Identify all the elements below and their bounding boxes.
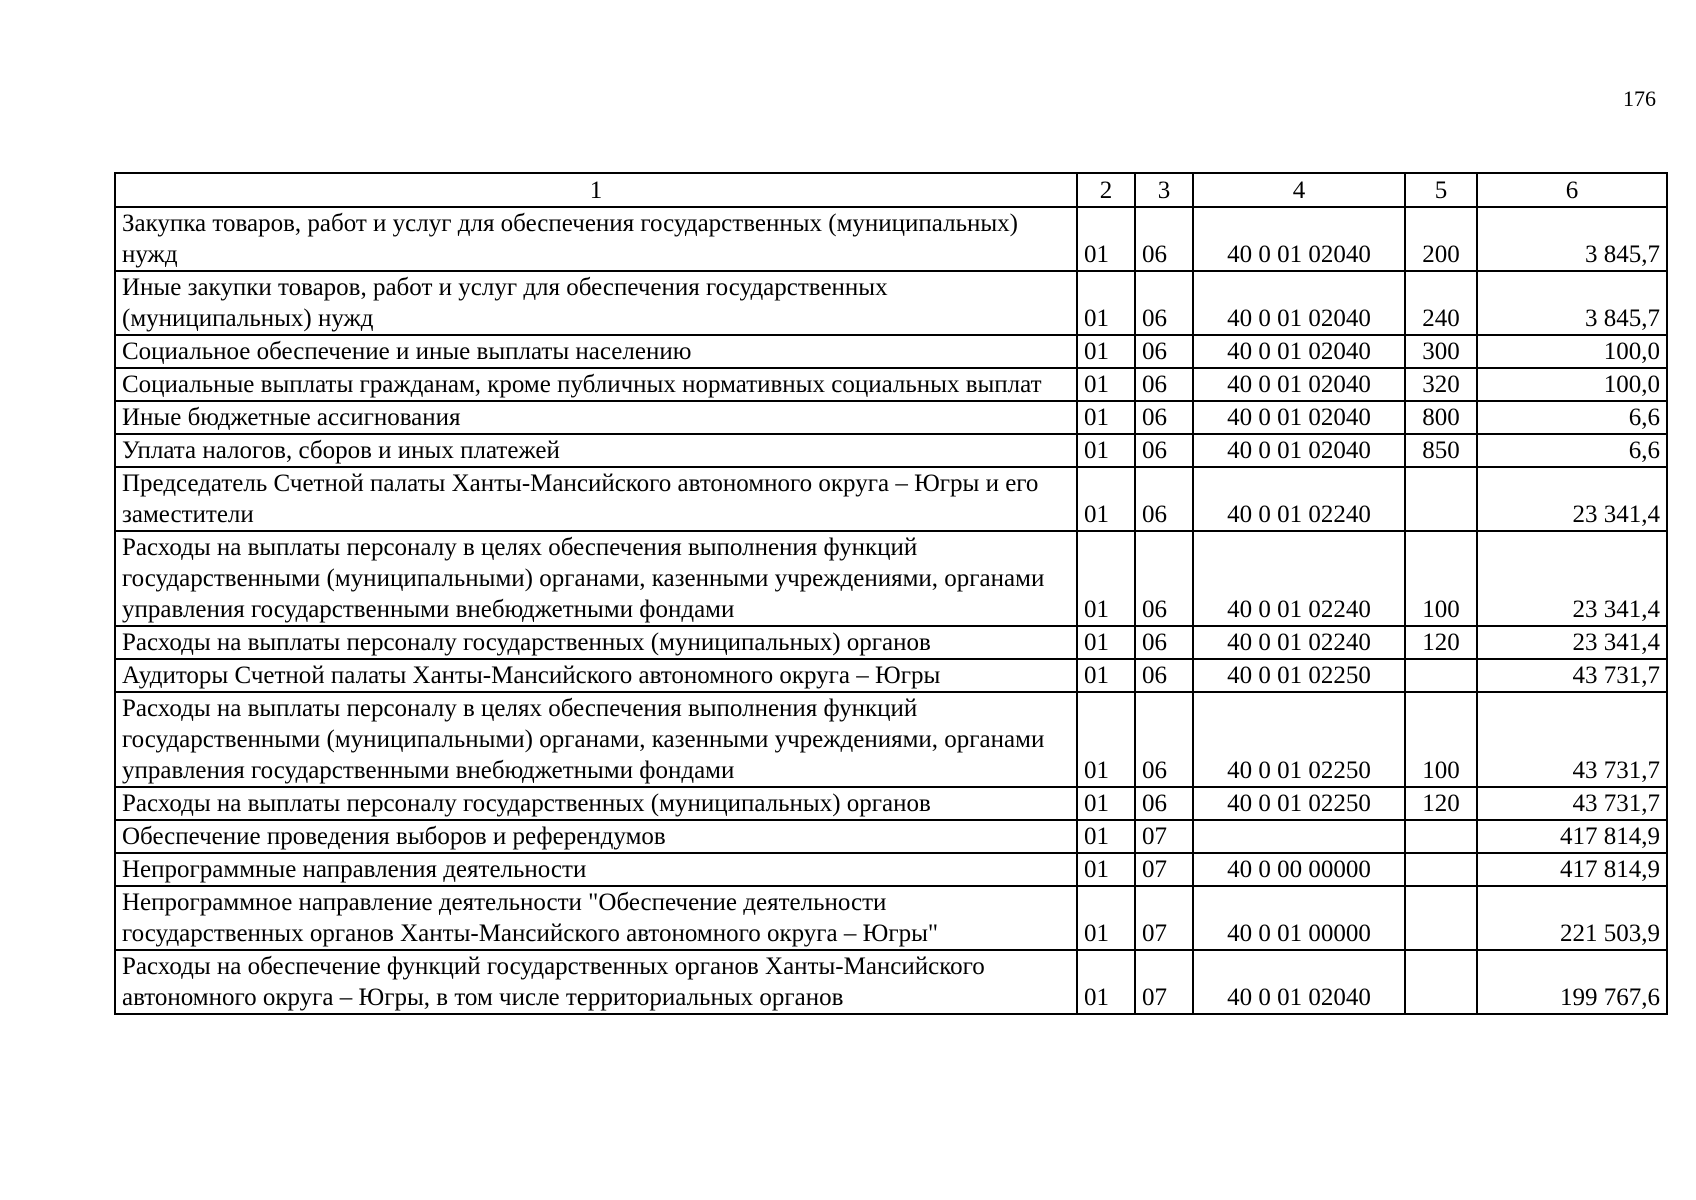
row-section-cell: 01 xyxy=(1077,787,1135,820)
row-section-cell: 01 xyxy=(1077,659,1135,692)
header-cell-2: 2 xyxy=(1077,173,1135,207)
row-expense-type-cell: 800 xyxy=(1405,401,1477,434)
table-row xyxy=(115,335,1667,368)
row-name-cell: Расходы на выплаты персоналу государственных (муниципальных) органов xyxy=(115,626,1077,659)
row-subsection-cell: 06 xyxy=(1135,271,1193,335)
row-amount-cell: 6,6 xyxy=(1477,434,1667,467)
row-name-cell: Закупка товаров, работ и услуг для обеспечения государственных (муниципальных) нужд xyxy=(115,207,1077,271)
row-target-article-cell: 40 0 01 02040 xyxy=(1193,271,1405,335)
row-expense-type-cell xyxy=(1405,820,1477,853)
row-amount-cell: 43 731,7 xyxy=(1477,692,1667,787)
row-amount-cell: 3 845,7 xyxy=(1477,271,1667,335)
row-section-cell: 01 xyxy=(1077,271,1135,335)
row-amount-cell: 100,0 xyxy=(1477,335,1667,368)
row-subsection-cell: 06 xyxy=(1135,787,1193,820)
row-expense-type-cell: 200 xyxy=(1405,207,1477,271)
row-name-cell: Уплата налогов, сборов и иных платежей xyxy=(115,434,1077,467)
header-cell-3: 3 xyxy=(1135,173,1193,207)
row-amount-cell: 43 731,7 xyxy=(1477,659,1667,692)
row-section-cell: 01 xyxy=(1077,692,1135,787)
row-amount-cell: 417 814,9 xyxy=(1477,853,1667,886)
row-name-cell: Расходы на выплаты персоналу в целях обеспечения выполнения функций государственными (муниципальными) органами, казенными учреждениями, органами управления государственными внебюджетными фондами xyxy=(115,692,1077,787)
row-subsection-cell: 06 xyxy=(1135,467,1193,531)
header-cell-1: 1 xyxy=(115,173,1077,207)
table-row xyxy=(115,820,1667,853)
row-name-cell: Председатель Счетной палаты Ханты-Мансийского автономного округа – Югры и его заместители xyxy=(115,467,1077,531)
row-target-article-cell: 40 0 01 02240 xyxy=(1193,467,1405,531)
row-subsection-cell: 06 xyxy=(1135,531,1193,626)
row-name-cell: Иные закупки товаров, работ и услуг для обеспечения государственных (муниципальных) нужд xyxy=(115,271,1077,335)
row-target-article-cell: 40 0 01 02040 xyxy=(1193,434,1405,467)
table-row xyxy=(115,626,1667,659)
header-cell-4: 4 xyxy=(1193,173,1405,207)
row-subsection-cell: 07 xyxy=(1135,853,1193,886)
row-target-article-cell: 40 0 01 02040 xyxy=(1193,335,1405,368)
table-row xyxy=(115,950,1667,1014)
row-subsection-cell: 07 xyxy=(1135,950,1193,1014)
header-cell-6: 6 xyxy=(1477,173,1667,207)
row-name-cell: Непрограммные направления деятельности xyxy=(115,853,1077,886)
row-amount-cell: 221 503,9 xyxy=(1477,886,1667,950)
row-target-article-cell: 40 0 01 02040 xyxy=(1193,207,1405,271)
row-section-cell: 01 xyxy=(1077,335,1135,368)
row-section-cell: 01 xyxy=(1077,531,1135,626)
row-subsection-cell: 06 xyxy=(1135,401,1193,434)
row-target-article-cell: 40 0 01 02040 xyxy=(1193,368,1405,401)
row-amount-cell: 23 341,4 xyxy=(1477,467,1667,531)
row-name-cell: Социальные выплаты гражданам, кроме публичных нормативных социальных выплат xyxy=(115,368,1077,401)
table-row xyxy=(115,271,1667,335)
row-section-cell: 01 xyxy=(1077,401,1135,434)
header-cell-5: 5 xyxy=(1405,173,1477,207)
row-expense-type-cell xyxy=(1405,886,1477,950)
table-row xyxy=(115,531,1667,626)
row-target-article-cell: 40 0 01 02040 xyxy=(1193,950,1405,1014)
row-target-article-cell: 40 0 01 02250 xyxy=(1193,692,1405,787)
row-section-cell: 01 xyxy=(1077,820,1135,853)
row-section-cell: 01 xyxy=(1077,434,1135,467)
table-row xyxy=(115,886,1667,950)
row-name-cell: Иные бюджетные ассигнования xyxy=(115,401,1077,434)
row-name-cell: Расходы на выплаты персоналу государственных (муниципальных) органов xyxy=(115,787,1077,820)
row-expense-type-cell: 300 xyxy=(1405,335,1477,368)
row-amount-cell: 23 341,4 xyxy=(1477,531,1667,626)
row-name-cell: Расходы на выплаты персоналу в целях обеспечения выполнения функций государственными (муниципальными) органами, казенными учреждениями, органами управления государственными внебюджетными фондами xyxy=(115,531,1077,626)
row-name-cell: Аудиторы Счетной палаты Ханты-Мансийского автономного округа – Югры xyxy=(115,659,1077,692)
row-expense-type-cell: 100 xyxy=(1405,692,1477,787)
row-subsection-cell: 06 xyxy=(1135,659,1193,692)
row-target-article-cell: 40 0 01 02250 xyxy=(1193,787,1405,820)
row-name-cell: Непрограммное направление деятельности "Обеспечение деятельности государственных органов Ханты-Мансийского автономного округа – Югры" xyxy=(115,886,1077,950)
row-section-cell: 01 xyxy=(1077,626,1135,659)
row-subsection-cell: 06 xyxy=(1135,207,1193,271)
row-target-article-cell: 40 0 00 00000 xyxy=(1193,853,1405,886)
budget-table xyxy=(114,172,1668,1015)
row-subsection-cell: 06 xyxy=(1135,626,1193,659)
row-expense-type-cell: 100 xyxy=(1405,531,1477,626)
row-section-cell: 01 xyxy=(1077,886,1135,950)
table-body xyxy=(115,207,1667,1014)
table-row xyxy=(115,368,1667,401)
table-row xyxy=(115,207,1667,271)
row-target-article-cell: 40 0 01 02240 xyxy=(1193,626,1405,659)
row-section-cell: 01 xyxy=(1077,950,1135,1014)
row-expense-type-cell xyxy=(1405,659,1477,692)
row-subsection-cell: 06 xyxy=(1135,368,1193,401)
row-expense-type-cell xyxy=(1405,467,1477,531)
row-section-cell: 01 xyxy=(1077,368,1135,401)
table-row xyxy=(115,853,1667,886)
row-target-article-cell xyxy=(1193,820,1405,853)
row-section-cell: 01 xyxy=(1077,207,1135,271)
table-row xyxy=(115,659,1667,692)
page-number: 176 xyxy=(1623,86,1656,111)
row-amount-cell: 23 341,4 xyxy=(1477,626,1667,659)
row-name-cell: Расходы на обеспечение функций государственных органов Ханты-Мансийского автономного округа – Югры, в том числе территориальных органов xyxy=(115,950,1077,1014)
row-subsection-cell: 07 xyxy=(1135,820,1193,853)
row-target-article-cell: 40 0 01 02250 xyxy=(1193,659,1405,692)
row-amount-cell: 417 814,9 xyxy=(1477,820,1667,853)
row-amount-cell: 3 845,7 xyxy=(1477,207,1667,271)
row-name-cell: Обеспечение проведения выборов и референдумов xyxy=(115,820,1077,853)
table-row xyxy=(115,467,1667,531)
table-row xyxy=(115,434,1667,467)
row-expense-type-cell: 850 xyxy=(1405,434,1477,467)
table-row xyxy=(115,787,1667,820)
row-expense-type-cell: 120 xyxy=(1405,626,1477,659)
row-expense-type-cell: 240 xyxy=(1405,271,1477,335)
row-name-cell: Социальное обеспечение и иные выплаты населению xyxy=(115,335,1077,368)
row-section-cell: 01 xyxy=(1077,853,1135,886)
row-amount-cell: 199 767,6 xyxy=(1477,950,1667,1014)
row-expense-type-cell xyxy=(1405,853,1477,886)
row-amount-cell: 43 731,7 xyxy=(1477,787,1667,820)
row-target-article-cell: 40 0 01 02240 xyxy=(1193,531,1405,626)
row-subsection-cell: 06 xyxy=(1135,434,1193,467)
row-expense-type-cell: 320 xyxy=(1405,368,1477,401)
table-row xyxy=(115,401,1667,434)
row-amount-cell: 6,6 xyxy=(1477,401,1667,434)
row-subsection-cell: 07 xyxy=(1135,886,1193,950)
table-row xyxy=(115,692,1667,787)
row-subsection-cell: 06 xyxy=(1135,335,1193,368)
row-expense-type-cell xyxy=(1405,950,1477,1014)
row-section-cell: 01 xyxy=(1077,467,1135,531)
table-header-row xyxy=(115,173,1667,207)
row-expense-type-cell: 120 xyxy=(1405,787,1477,820)
row-target-article-cell: 40 0 01 00000 xyxy=(1193,886,1405,950)
row-subsection-cell: 06 xyxy=(1135,692,1193,787)
row-target-article-cell: 40 0 01 02040 xyxy=(1193,401,1405,434)
row-amount-cell: 100,0 xyxy=(1477,368,1667,401)
